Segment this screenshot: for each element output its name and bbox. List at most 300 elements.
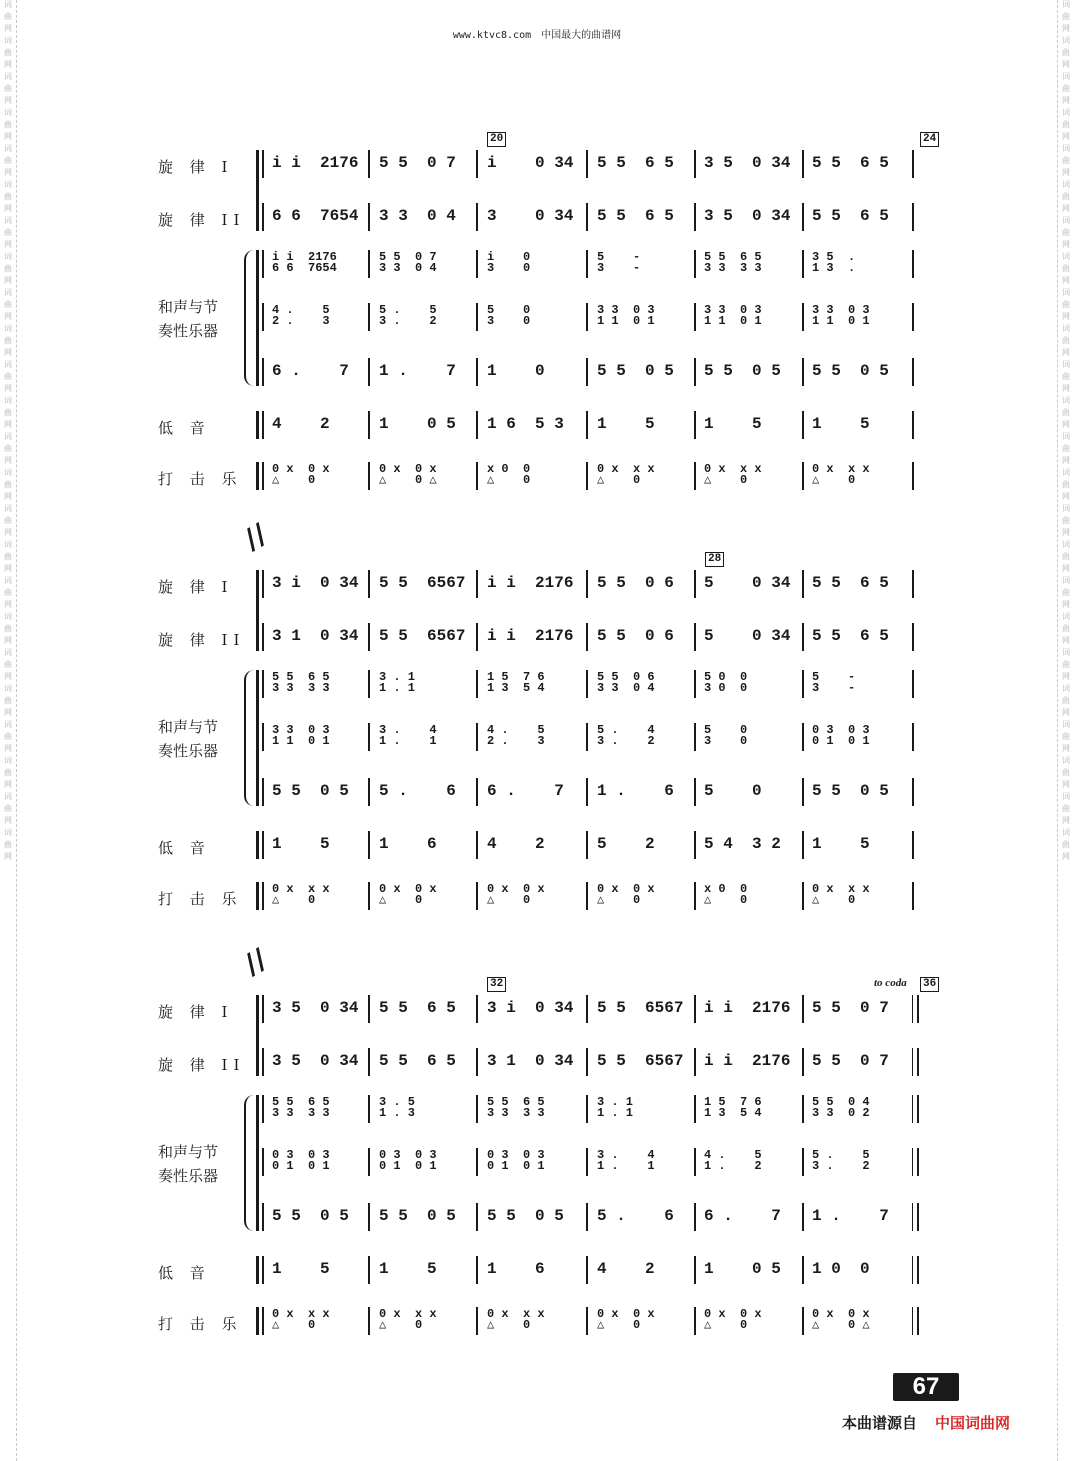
watermark-char: 网 [4,132,12,141]
barline [802,995,804,1023]
barline [262,995,264,1023]
watermark-char: 曲 [1062,408,1070,417]
header-url: www.ktvc8.com [452,30,532,41]
measure-harmony-mid: 0 3 0 3 0 1 0 1 [487,1148,545,1173]
barline [476,623,478,651]
barline [368,150,370,178]
barline [586,250,588,278]
measure-melody1: 5 5 0 6 [597,574,674,592]
barline [912,358,914,386]
watermark-char: 词 [1062,540,1070,549]
watermark-char: 词 [1062,468,1070,477]
measure-melody2: 5 0 34 [704,627,791,645]
measure-bass: 4 2 [597,1260,655,1278]
watermark-char: 曲 [1062,588,1070,597]
watermark-char: 词 [1062,648,1070,657]
watermark-char: 网 [1062,492,1070,501]
watermark-char: 曲 [1062,660,1070,669]
measure-bass: 1 5 [272,1260,330,1278]
watermark-char: 曲 [4,372,12,381]
watermark-char: 网 [4,816,12,825]
watermark-char: 网 [1062,240,1070,249]
measure-melody1: 5 5 6 5 [812,574,889,592]
measure-harmony-low: 5 5 0 5 [812,782,889,800]
barline [802,1148,804,1176]
label-melody-1: 旋 律 I [158,578,234,596]
barline [586,358,588,386]
watermark-char: 词 [4,648,12,657]
watermark-char: 曲 [4,444,12,453]
barline [912,831,914,859]
barline [476,411,478,439]
watermark-char: 曲 [4,480,12,489]
barline [802,250,804,278]
watermark-char: 网 [1062,24,1070,33]
watermark-char: 词 [1062,792,1070,801]
measure-bass: 1 0 0 [812,1260,870,1278]
barline [802,882,804,910]
barline [262,250,264,278]
measure-melody2: 5 5 6 5 [812,207,889,225]
measure-percussion: 0 x 0 x △ 0 △ [379,462,437,487]
watermark-char: 曲 [4,732,12,741]
barline [476,1256,478,1284]
watermark-char: 词 [1062,504,1070,513]
barline [912,1148,919,1176]
label-bass: 低 音 [158,419,211,437]
watermark-char: 网 [4,492,12,501]
barline [912,411,914,439]
measure-melody1: 5 5 0 7 [812,999,889,1017]
measure-harmony-top: 3 . 5 1 . 3 [379,1095,416,1120]
watermark-char: 词 [4,0,12,9]
footer-site-link[interactable]: 中国词曲网 [935,1414,1011,1432]
measure-percussion: 0 x x x △ 0 [812,462,870,487]
watermark-char: 曲 [4,192,12,201]
label-melody-2: 旋 律 II [158,1056,246,1074]
watermark-char: 曲 [4,48,12,57]
measure-harmony-low: 5 0 [704,782,762,800]
measure-harmony-mid: 5 0 3 0 [487,303,531,328]
watermark-char: 网 [4,204,12,213]
barline [802,1203,804,1231]
barline [476,831,478,859]
watermark-char: 曲 [4,156,12,165]
measure-harmony-low: 5 5 0 5 [704,362,781,380]
watermark-char: 网 [4,456,12,465]
watermark-char: 曲 [1062,552,1070,561]
barline [586,995,588,1023]
barline [368,1048,370,1076]
label-harmony: 和声与节奏性乐器 [158,718,219,760]
measure-melody2: 5 5 0 7 [812,1052,889,1070]
barline [694,303,696,331]
watermark-char: 词 [4,252,12,261]
watermark-char: 曲 [4,300,12,309]
watermark-char: 网 [4,528,12,537]
measure-percussion: 0 x x x △ 0 [379,1307,437,1332]
barline [694,1095,696,1123]
measure-harmony-top: 3 . 1 1 . 1 [379,670,416,695]
measure-melody2: 3 0 34 [487,207,574,225]
barline [476,1148,478,1176]
barline [586,203,588,231]
barline [476,670,478,698]
watermark-char: 词 [1062,684,1070,693]
barline [694,1256,696,1284]
watermark-char: 词 [1062,756,1070,765]
barline [912,570,914,598]
watermark-char: 词 [4,180,12,189]
rehearsal-mark: 32 [487,977,506,992]
barline [262,570,264,598]
measure-melody1: 5 5 6 5 [597,154,674,172]
measure-percussion: 0 x x x △ 0 [272,1307,330,1332]
measure-harmony-top: 3 . 1 1 . 1 [597,1095,634,1120]
barline [912,670,914,698]
watermark-char: 词 [4,468,12,477]
measure-melody2: i i 2176 [487,627,574,645]
watermark-char: 网 [4,24,12,33]
measure-bass: 1 5 [597,415,655,433]
measure-melody2: 5 5 6 5 [597,207,674,225]
barline [476,723,478,751]
barline [912,1048,919,1076]
barline [802,1307,804,1335]
watermark-char: 曲 [4,264,12,273]
watermark-char: 曲 [4,624,12,633]
measure-bass: 1 6 5 3 [487,415,564,433]
barline [586,723,588,751]
measure-melody1: i i 2176 [487,574,574,592]
barline [262,1256,264,1284]
watermark-char: 网 [4,852,12,861]
measure-melody2: i i 2176 [704,1052,791,1070]
watermark-char: 曲 [4,840,12,849]
watermark-char: 词 [1062,216,1070,225]
label-bass: 低 音 [158,839,211,857]
barline [802,1095,804,1123]
barline [694,150,696,178]
watermark-char: 曲 [1062,264,1070,273]
barline [262,203,264,231]
barline [694,570,696,598]
barline [694,411,696,439]
rehearsal-mark: 24 [920,132,939,147]
measure-percussion: 0 x x x △ 0 [812,882,870,907]
footer-source-label: 本曲谱源自 [842,1414,918,1432]
measure-harmony-top: 5 - 3 - [812,670,856,695]
score-system [0,540,1074,940]
measure-melody1: 5 5 6 5 [379,999,456,1017]
watermark-char: 网 [1062,384,1070,393]
watermark-char: 网 [1062,744,1070,753]
barline [694,882,696,910]
barline [262,723,264,751]
watermark-char: 网 [1062,672,1070,681]
barline [802,670,804,698]
label-harmony: 和声与节奏性乐器 [158,1143,219,1185]
watermark-char: 网 [1062,816,1070,825]
watermark-char: 词 [4,612,12,621]
measure-bass: 1 5 [704,415,762,433]
watermark-char: 曲 [4,84,12,93]
barline [586,1203,588,1231]
watermark-char: 词 [4,576,12,585]
watermark-char: 词 [1062,180,1070,189]
measure-harmony-low: 5 5 0 5 [812,362,889,380]
watermark-char: 网 [1062,420,1070,429]
watermark-char: 词 [1062,108,1070,117]
measure-percussion: x 0 0 △ 0 [704,882,748,907]
barline [912,1095,919,1123]
measure-harmony-mid: 3 . 4 1 . 1 [379,723,437,748]
measure-bass: 1 0 5 [379,415,456,433]
watermark-char: 词 [4,324,12,333]
measure-harmony-mid: 0 3 0 3 0 1 0 1 [379,1148,437,1173]
measure-harmony-mid: 4 . 5 2 . 3 [487,723,545,748]
barline [262,411,264,439]
barline [262,882,264,910]
label-melody-2: 旋 律 II [158,631,246,649]
score-system [0,965,1074,1365]
watermark-char: 网 [4,636,12,645]
measure-bass: 1 5 [812,415,870,433]
measure-percussion: 0 x x x △ 0 [487,1307,545,1332]
measure-harmony-low: 5 5 0 5 [487,1207,564,1225]
barline [694,358,696,386]
barline [476,250,478,278]
watermark-char: 网 [1062,600,1070,609]
measure-bass: 1 6 [379,835,437,853]
watermark-char: 网 [1062,780,1070,789]
watermark-char: 曲 [4,768,12,777]
measure-harmony-mid: 5 . 5 3 . 2 [812,1148,870,1173]
measure-harmony-mid: 5 . 4 3 . 2 [597,723,655,748]
watermark-char: 网 [4,348,12,357]
measure-melody2: 3 1 0 34 [272,627,359,645]
barline [802,411,804,439]
harmony-brace [244,670,256,806]
measure-melody2: 3 5 0 34 [272,1052,359,1070]
measure-melody1: i i 2176 [272,154,359,172]
barline [368,882,370,910]
watermark-char: 曲 [4,228,12,237]
measure-bass: 1 5 [812,835,870,853]
measure-bass: 5 4 3 2 [704,835,781,853]
measure-melody1: 5 5 6 5 [812,154,889,172]
barline [694,1148,696,1176]
barline [368,570,370,598]
watermark-char: 曲 [1062,480,1070,489]
watermark-char: 网 [4,168,12,177]
barline [262,150,264,178]
watermark-char: 曲 [1062,624,1070,633]
watermark-char: 曲 [1062,12,1070,21]
measure-percussion: 0 x x x △ 0 [597,462,655,487]
barline [802,203,804,231]
barline [586,778,588,806]
barline [368,1256,370,1284]
barline [262,1095,264,1123]
barline [368,250,370,278]
measure-harmony-low: 1 . 7 [379,362,456,380]
watermark-char: 曲 [1062,516,1070,525]
watermark-char: 词 [1062,612,1070,621]
measure-percussion: x 0 0 △ 0 [487,462,531,487]
watermark-char: 词 [1062,252,1070,261]
barline [802,570,804,598]
barline [476,462,478,490]
barline [694,778,696,806]
measure-melody2: 5 5 6 5 [812,627,889,645]
measure-percussion: 0 x 0 x △ 0 [597,882,655,907]
measure-melody1: 3 5 0 34 [272,999,359,1017]
barline [694,250,696,278]
watermark-char: 曲 [1062,804,1070,813]
watermark-char: 曲 [1062,696,1070,705]
watermark-char: 词 [4,360,12,369]
rehearsal-mark: 28 [705,552,724,567]
watermark-char: 词 [4,216,12,225]
measure-percussion: 0 x 0 x △ 0 [487,882,545,907]
barline [476,203,478,231]
measure-bass: 4 2 [487,835,545,853]
barline [802,831,804,859]
watermark-char: 词 [4,288,12,297]
watermark-char: 网 [4,276,12,285]
measure-harmony-low: 1 0 [487,362,545,380]
measure-harmony-mid: 3 3 0 3 1 1 0 1 [812,303,870,328]
measure-harmony-top: 5 5 6 5 3 3 3 3 [272,670,330,695]
barline [262,778,264,806]
barline [694,723,696,751]
label-bass: 低 音 [158,1264,211,1282]
measure-harmony-low: 5 5 0 5 [272,782,349,800]
barline [694,462,696,490]
measure-harmony-low: 6 . 7 [272,362,349,380]
measure-harmony-low: 5 5 0 5 [379,1207,456,1225]
barline [586,411,588,439]
to-coda-mark: to coda [874,977,907,989]
measure-harmony-mid: 0 3 0 3 0 1 0 1 [812,723,870,748]
system-separator-mark: // [238,517,273,556]
watermark-char: 网 [4,96,12,105]
measure-bass: 1 6 [487,1260,545,1278]
barline [476,1203,478,1231]
measure-harmony-mid: 0 3 0 3 0 1 0 1 [272,1148,330,1173]
barline [912,203,914,231]
header-slogan: 中国最大的曲谱网 [541,30,622,41]
watermark-char: 曲 [1062,84,1070,93]
watermark-char: 网 [1062,708,1070,717]
barline [368,670,370,698]
measure-harmony-mid: 3 . 4 1 . 1 [597,1148,655,1173]
barline [368,303,370,331]
watermark-char: 曲 [1062,120,1070,129]
label-percussion: 打 击 乐 [158,470,243,488]
watermark-char: 曲 [4,408,12,417]
measure-harmony-top: 5 5 0 7 3 3 0 4 [379,250,437,275]
watermark-char: 曲 [1062,336,1070,345]
measure-bass: 1 5 [272,835,330,853]
watermark-char: 曲 [4,336,12,345]
measure-harmony-top: 5 5 6 5 3 3 3 3 [704,250,762,275]
measure-melody1: 3 i 0 34 [487,999,574,1017]
watermark-char: 词 [1062,396,1070,405]
barline [912,778,914,806]
measure-harmony-low: 5 . 6 [597,1207,674,1225]
watermark-char: 曲 [1062,372,1070,381]
measure-melody1: 3 5 0 34 [704,154,791,172]
watermark-char: 曲 [4,696,12,705]
watermark-char: 词 [1062,0,1070,9]
measure-harmony-top: 5 5 6 5 3 3 3 3 [487,1095,545,1120]
watermark-char: 词 [1062,720,1070,729]
barline [912,250,914,278]
barline [368,358,370,386]
barline [586,623,588,651]
measure-melody2: 3 3 0 4 [379,207,456,225]
harmony-brace [244,250,256,386]
watermark-char: 词 [4,504,12,513]
barline [912,1307,919,1335]
barline [368,1203,370,1231]
watermark-char: 词 [4,36,12,45]
watermark-char: 网 [4,672,12,681]
measure-melody2: 3 1 0 34 [487,1052,574,1070]
score-system [0,120,1074,520]
watermark-char: 曲 [1062,156,1070,165]
watermark-char: 网 [1062,312,1070,321]
barline [586,882,588,910]
barline [586,831,588,859]
barline [586,1256,588,1284]
rehearsal-mark: 20 [487,132,506,147]
barline [262,303,264,331]
page-header [0,26,1074,41]
watermark-char: 网 [1062,204,1070,213]
barline [586,150,588,178]
measure-harmony-low: 5 5 0 5 [272,1207,349,1225]
measure-bass: 1 0 5 [704,1260,781,1278]
barline [368,1148,370,1176]
barline [586,462,588,490]
barline [476,778,478,806]
watermark-char: 网 [4,384,12,393]
measure-melody2: 5 5 0 6 [597,627,674,645]
label-percussion: 打 击 乐 [158,1315,243,1333]
measure-percussion: 0 x 0 x △ 0 [597,1307,655,1332]
measure-harmony-mid: 3 3 0 3 1 1 0 1 [272,723,330,748]
barline [262,1148,264,1176]
barline [802,723,804,751]
watermark-char: 词 [1062,360,1070,369]
system-separator-mark: // [238,942,273,981]
label-melody-1: 旋 律 I [158,158,234,176]
measure-melody2: 3 5 0 34 [704,207,791,225]
measure-harmony-low: 5 5 0 5 [597,362,674,380]
label-percussion: 打 击 乐 [158,890,243,908]
watermark-char: 网 [1062,348,1070,357]
barline [694,1048,696,1076]
barline [912,1256,919,1284]
measure-harmony-low: 1 . 6 [597,782,674,800]
watermark-char: 网 [1062,528,1070,537]
measure-melody1: 3 i 0 34 [272,574,359,592]
measure-harmony-mid: 3 3 0 3 1 1 0 1 [597,303,655,328]
measure-melody1: i 0 34 [487,154,574,172]
